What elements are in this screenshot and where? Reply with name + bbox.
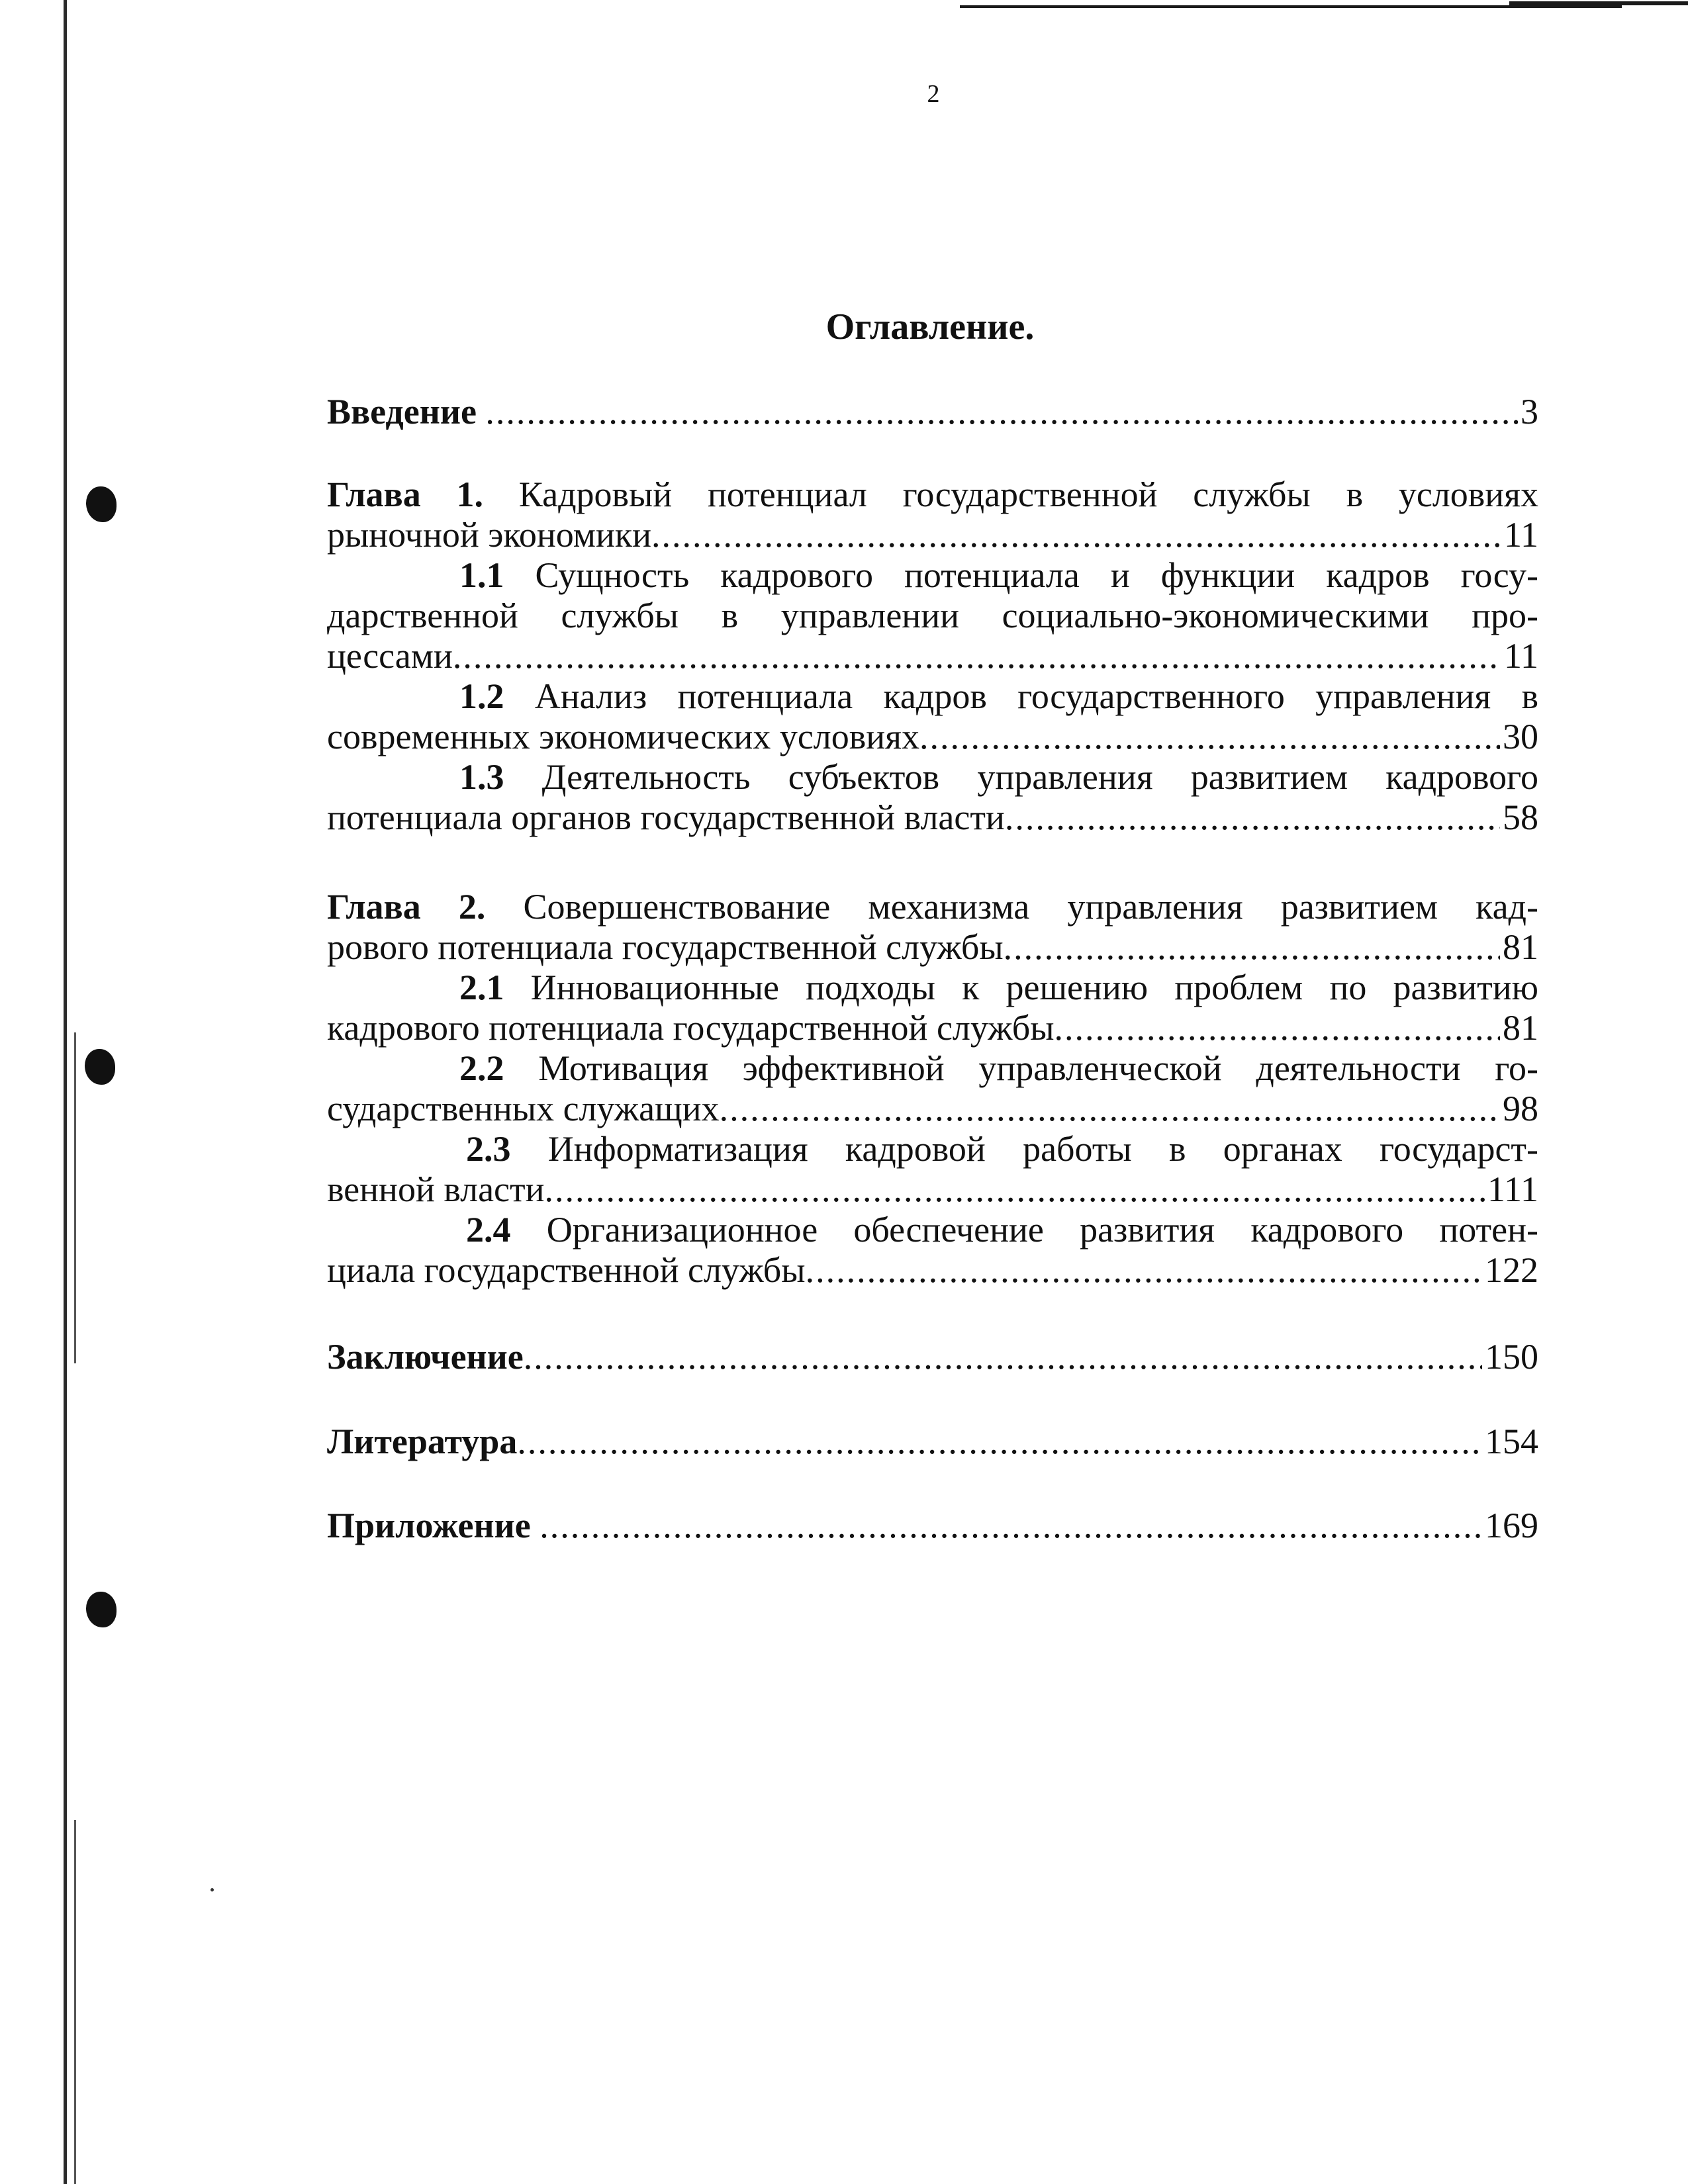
dot-leader [720,1089,1500,1129]
section-number: 2.1 [459,968,504,1007]
dot-leader [545,1169,1485,1210]
toc-page-number: 111 [1487,1169,1538,1209]
section-number: 1.3 [459,757,504,797]
dot-leader [806,1250,1482,1291]
toc-label: Введение [327,392,477,432]
toc-entry-section-1-1[interactable] [327,555,1538,676]
section-title-line: Анализ потенциала кадров государственного управления в [504,676,1538,716]
chapter-title-line: рыночной экономики [327,515,651,555]
dot-leader [453,636,1501,676]
dot-leader [1004,927,1500,968]
section-title-line: Инновационные подходы к решению проблем по развитию [504,968,1538,1007]
section-title-line: Организационное обеспечение развития кадрового потен- [510,1210,1538,1250]
toc-title: Оглавление. [825,306,1035,347]
chapter-title-line: Кадровый потенциал государственной службы в условиях [483,475,1538,514]
section-number: 1.2 [459,676,504,716]
section-title-line: цессами [327,636,453,676]
dot-leader [485,392,1518,432]
scan-border-top [960,5,1622,8]
toc-label: Литература [327,1422,518,1461]
chapter-label: Глава 1. [327,475,484,514]
toc-entry-literature[interactable] [327,1422,1538,1462]
section-title-line: венной власти [327,1169,545,1209]
scan-border-left-inner [74,1032,76,1363]
toc-page-number: 81 [1503,927,1538,967]
toc-entry-conclusion[interactable] [327,1337,1538,1377]
chapter-title-line: Совершенствование механизма управления развитием кад- [485,887,1538,927]
dot-leader [1005,797,1500,838]
toc-page-number: 81 [1503,1008,1538,1048]
section-number: 2.3 [466,1129,511,1169]
toc-page-number: 169 [1485,1506,1538,1545]
chapter-title-line: рового потенциала государственной службы [327,927,1004,967]
toc-entry-chapter-1[interactable] [327,475,1538,555]
toc-entry-section-2-4[interactable] [327,1210,1538,1291]
section-number: 2.2 [459,1048,504,1088]
toc-entry-chapter-2[interactable] [327,887,1538,968]
section-title-line: сударственных служащих [327,1089,720,1128]
toc-entry-section-2-3[interactable] [327,1129,1538,1210]
scan-border-top-thick [1509,1,1688,5]
toc-page-number: 11 [1504,636,1538,676]
section-title-line: Информатизация кадровой работы в органах государст- [510,1129,1538,1169]
toc-page-number: 154 [1485,1422,1538,1461]
chapter-label: Глава 2. [327,887,486,927]
dot-leader [539,1506,1482,1546]
section-title-line: современных экономических условиях [327,717,919,756]
dot-leader [919,717,1500,757]
punch-hole [86,486,117,522]
toc-entry-section-2-2[interactable] [327,1048,1538,1129]
section-title-line: Сущность кадрового потенциала и функции кадров госу- [504,555,1538,595]
dot-leader [517,1422,1482,1462]
toc-page-number: 3 [1521,392,1538,432]
toc-page-number: 11 [1504,515,1538,555]
section-title-line: кадрового потенциала государственной службы [327,1008,1055,1048]
toc-page-number: 150 [1485,1337,1538,1377]
section-title-line: потенциала органов государственной власти [327,797,1005,837]
toc-entry-section-1-3[interactable] [327,757,1538,838]
toc-label: Заключение [327,1337,524,1377]
scan-border-left-inner [74,1820,76,2184]
toc-page-number: 30 [1503,717,1538,756]
dot-leader [524,1337,1482,1377]
toc-label: Приложение [327,1506,531,1545]
section-number: 1.1 [459,555,504,595]
dot-leader [1055,1008,1500,1048]
scan-speck [211,1888,214,1891]
section-title-line: Мотивация эффективной управленческой деятельности го- [504,1048,1538,1088]
toc-page-number: 58 [1503,797,1538,837]
toc-entry-intro[interactable] [327,392,1538,432]
section-title-line: дарственной службы в управлении социально-экономическими про- [327,596,1538,635]
section-title-line: циала государственной службы [327,1250,806,1290]
toc-page-number: 98 [1503,1089,1538,1128]
punch-hole [86,1592,117,1627]
toc-page-number: 122 [1485,1250,1538,1290]
page-number: 2 [927,80,940,108]
dot-leader [651,515,1501,555]
section-number: 2.4 [466,1210,511,1250]
toc-entry-section-1-2[interactable] [327,676,1538,757]
section-title-line: Деятельность субъектов управления развитием кадрового [504,757,1538,797]
punch-hole [85,1049,115,1085]
toc-entry-section-2-1[interactable] [327,968,1538,1048]
toc-entry-appendix[interactable] [327,1506,1538,1546]
